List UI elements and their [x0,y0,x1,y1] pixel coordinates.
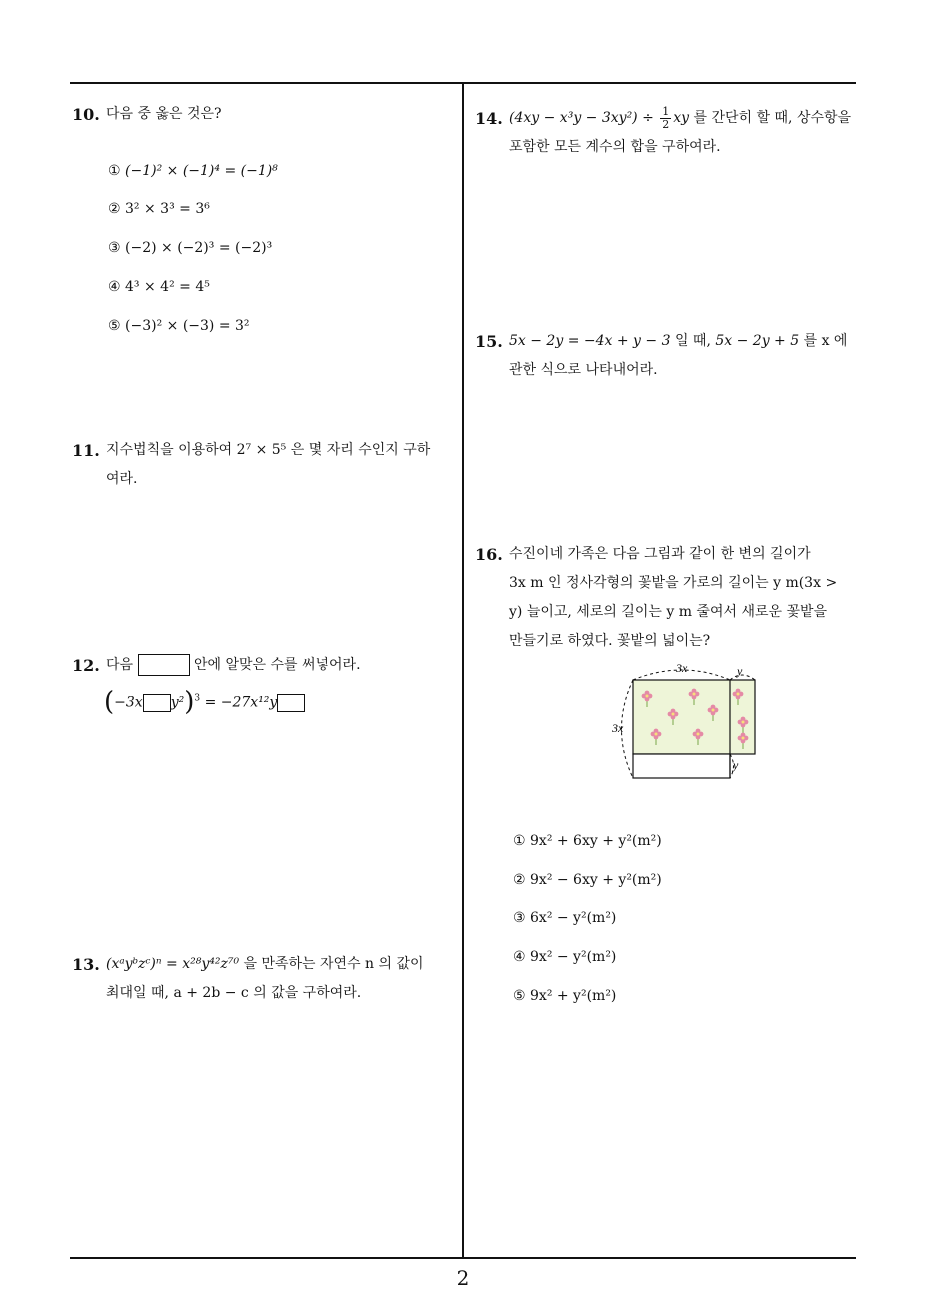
choice-expr: 6x² − y²(m²) [530,910,617,926]
choice-expr: 9x² − 6xy + y²(m²) [530,872,662,888]
math-expr: y² [170,694,185,711]
q16-choice-2[interactable] [513,872,662,888]
removed-strip [633,754,730,778]
question-11 [72,436,457,494]
question-text: 다음 [106,657,134,673]
page-number: 2 [456,1266,470,1290]
question-text: 를 x 에 [803,333,848,349]
question-13 [72,950,462,1008]
math-expr: 5x − 2y + 5 [715,333,800,349]
question-text: 안에 알맞은 수를 써넣어라. [193,657,361,673]
q10-choice-5[interactable] [108,318,250,334]
fraction: $\frac{1}{2}$ [662,104,670,131]
question-text: 최대일 때, a + 2b − c 의 값을 구하여라. [106,985,362,1001]
dimension-arc-right-top [730,675,755,680]
question-text: 을 만족하는 자연수 n 의 값이 [243,956,424,972]
exponent: 3 [194,693,201,704]
question-text: 를 간단히 할 때, 상수항을 [693,110,852,126]
question-text: y) 늘이고, 세로의 길이는 y m 줄여서 새로운 꽃밭을 [509,604,828,620]
label-top: 3x [676,661,688,675]
choice-expr: 9x² + y²(m²) [530,988,617,1004]
question-text: 포함한 모든 계수의 합을 구하여라. [509,139,721,155]
question-number: 12. [72,656,100,675]
question-text: 지수법칙을 이용하여 [106,442,233,458]
answer-blank-box [138,654,190,676]
choice-expr: 3² × 3³ = 3⁶ [125,201,210,217]
column-divider [462,82,464,1259]
choice-expr: (−2) × (−2)³ = (−2)³ [125,240,273,256]
question-15 [475,327,865,385]
q10-choice-4[interactable] [108,279,210,295]
choice-mark: ② [108,201,121,217]
choice-mark: ⑤ [108,318,121,334]
question-text: 여라. [106,471,138,487]
q10-choice-2[interactable] [108,201,210,217]
question-text: 일 때, [674,333,711,349]
question-text: 다음 중 옳은 것은? [106,106,222,122]
answer-blank-box[interactable] [143,694,171,712]
choice-expr: 9x² − y²(m²) [530,949,617,965]
choice-expr: (−1)² × (−1)⁴ = (−1)⁸ [125,163,278,179]
question-text: 만들기로 하였다. 꽃밭의 넓이는? [509,633,711,649]
choice-mark: ④ [108,279,121,295]
question-text: 수진이네 가족은 다음 그림과 같이 한 변의 길이가 [509,546,811,562]
math-expr: (4xy − x³y − 3xy²) ÷ [509,110,654,126]
choice-expr: 4³ × 4² = 4⁵ [125,279,210,295]
choice-mark: ④ [513,949,526,965]
label-top-right: y [737,664,743,678]
answer-blank-box[interactable] [277,694,305,712]
choice-mark: ⑤ [513,988,526,1004]
math-expr: −3x [114,694,143,711]
choice-mark: ② [513,872,526,888]
q16-choice-1[interactable] [513,833,662,849]
q16-choice-4[interactable] [513,949,616,965]
math-expr: (xᵃyᵇzᶜ)ⁿ = x²⁸y⁴²z⁷⁰ [106,956,240,972]
question-10 [72,100,457,129]
label-left: 3x [612,721,624,735]
q10-choice-3[interactable] [108,240,272,256]
question-text: 관한 식으로 나타내어라. [509,362,658,378]
question-12 [72,651,457,680]
q10-choice-1[interactable] [108,163,278,179]
math-expr: = −27x¹²y [204,694,278,711]
choice-mark: ③ [108,240,121,256]
question-number: 16. [475,545,503,564]
question-14 [475,104,865,162]
question-number: 10. [72,105,100,124]
q12-equation: (−3x y²)$^3$ = −27x¹²y [104,688,444,718]
question-16 [475,540,867,656]
question-number: 11. [72,441,100,460]
question-text: 3x m 인 정사각형의 꽃밭을 가로의 길이는 y m(3x > [509,575,838,591]
q16-choice-5[interactable] [513,988,616,1004]
choice-expr: (−3)² × (−3) = 3² [125,318,250,334]
choice-mark: ① [513,833,526,849]
question-number: 13. [72,955,100,974]
flower-bed-figure [600,658,770,788]
math-expr: 2⁷ × 5⁵ [236,442,287,458]
label-bottom-right: y [733,758,739,772]
question-number: 14. [475,109,503,128]
math-expr: xy [673,110,690,126]
choice-expr: 9x² + 6xy + y²(m²) [530,833,662,849]
q16-choice-3[interactable] [513,910,616,926]
choice-mark: ① [108,163,121,179]
question-number: 15. [475,332,503,351]
question-text: 은 몇 자리 수인지 구하 [290,442,431,458]
math-expr: 5x − 2y = −4x + y − 3 [509,333,671,349]
choice-mark: ③ [513,910,526,926]
